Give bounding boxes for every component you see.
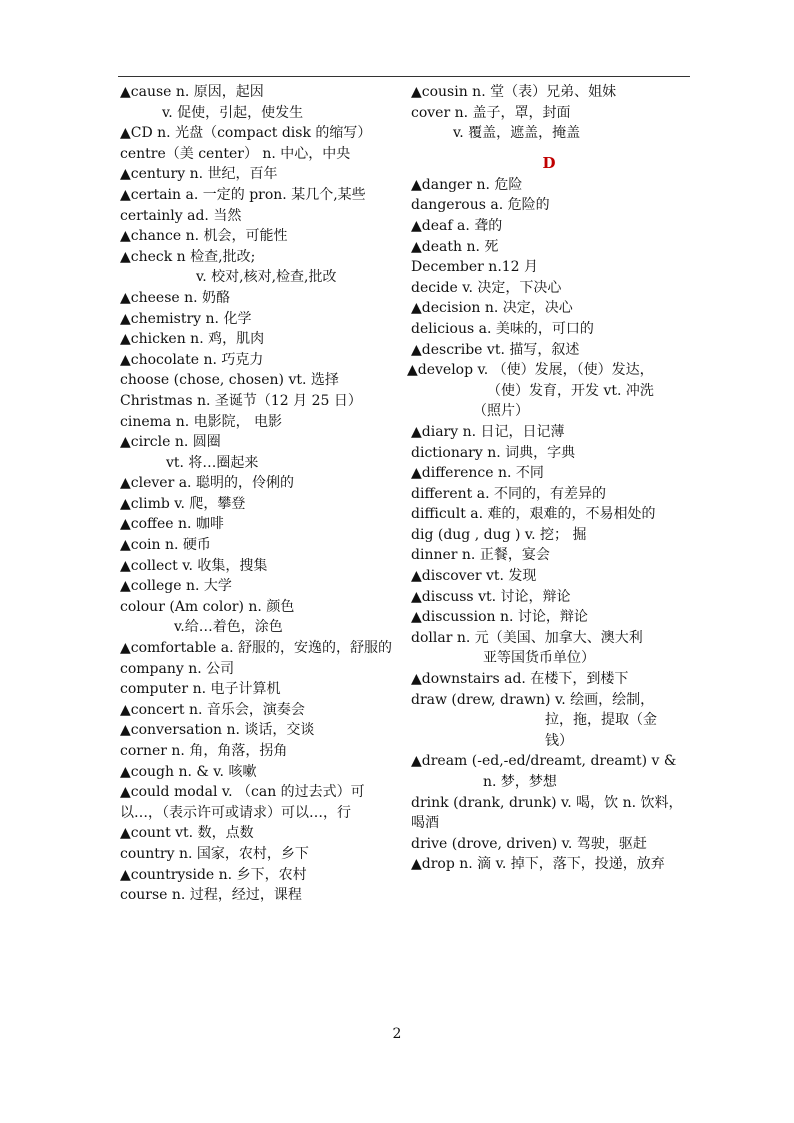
- entry-coin: ▲coin n. 硬币: [120, 537, 211, 554]
- entry-chemistry: ▲chemistry n. 化学: [120, 310, 252, 327]
- entry-danger: ▲danger n. 危险: [411, 176, 523, 193]
- entry-comfortable: ▲comfortable a. 舒服的，安逸的，舒服的: [120, 640, 393, 657]
- entry-count: ▲count vt. 数，点数: [120, 825, 254, 842]
- page-number: 2: [392, 1026, 402, 1042]
- entry-drink: drink (drank, drunk) v. 喝，饮 n. 饮料，喝酒: [411, 794, 683, 832]
- entry-circle: ▲circle n. 圆圈: [120, 434, 221, 451]
- entry-cinema: cinema n. 电影院， 电影: [120, 413, 283, 430]
- entry-dream-cont: n. 梦，梦想: [483, 774, 557, 790]
- entry-dinner: dinner n. 正餐，宴会: [411, 547, 550, 564]
- entry-death: ▲death n. 死: [411, 238, 499, 255]
- entry-could: ▲could modal v. （can 的过去式）可以…，（表示许可或请求）可以…，行: [120, 784, 365, 821]
- entry-coffee: ▲coffee n. 咖啡: [120, 516, 224, 533]
- entry-dream: ▲dream (-ed,-ed/dreamt, dreamt) v &: [411, 753, 677, 770]
- entry-draw-cont2: 钱）: [545, 732, 573, 749]
- entry-dangerous: dangerous a. 危险的: [411, 197, 550, 214]
- entry-circle-verb: vt. 将…圈起来: [166, 454, 259, 471]
- entry-drop: ▲drop n. 滴 v. 掉下，落下，投递，放弃: [411, 856, 665, 873]
- entry-colour: colour (Am color) n. 颜色: [120, 598, 295, 615]
- entry-chicken: ▲chicken n. 鸡，肌肉: [120, 331, 265, 348]
- entry-develop: ▲develop v. （使）发展，（使）发达，: [407, 362, 654, 379]
- section-letter-d: D: [542, 153, 556, 172]
- entry-conversation: ▲conversation n. 谈话，交谈: [120, 722, 315, 739]
- right-column: [407, 82, 687, 875]
- entry-check-verb: v. 校对,核对,检查,批改: [196, 269, 337, 286]
- entry-develop-cont: （使）发育，开发 vt. 冲洗: [487, 382, 654, 399]
- entry-difference: ▲difference n. 不同: [411, 465, 544, 482]
- entry-describe: ▲describe vt. 描写，叙述: [411, 341, 580, 358]
- entry-centre: centre（美 center） n. 中心，中央: [120, 145, 351, 162]
- entry-cause: ▲cause n. 原因，起因: [120, 84, 264, 100]
- entry-clever: ▲clever a. 聪明的，伶俐的: [120, 475, 294, 492]
- entry-decision: ▲decision n. 决定，决心: [411, 300, 573, 317]
- entry-discuss: ▲discuss vt. 讨论，辩论: [411, 588, 571, 605]
- entry-delicious: delicious a. 美味的，可口的: [411, 320, 594, 337]
- entry-christmas: Christmas n. 圣诞节（12 月 25 日）: [120, 392, 362, 409]
- entry-cheese: ▲cheese n. 奶酪: [120, 289, 231, 306]
- entry-check: ▲check n 检查,批改;: [120, 248, 256, 265]
- entry-cough: ▲cough n. & v. 咳嗽: [120, 763, 257, 780]
- entry-draw-cont: 拉，拖，提取（金: [545, 712, 657, 729]
- entry-climb: ▲climb v. 爬，攀登: [120, 495, 246, 512]
- entry-collect: ▲collect v. 收集，搜集: [120, 557, 268, 574]
- entry-century: ▲century n. 世纪，百年: [120, 166, 278, 183]
- entry-country: country n. 国家，农村，乡下: [120, 845, 309, 862]
- entry-develop-cont2: （照片）: [473, 403, 529, 420]
- entry-december: December n.12 月: [411, 259, 539, 276]
- entry-diary: ▲diary n. 日记，日记薄: [411, 423, 565, 440]
- entry-cover: cover n. 盖子，罩，封面: [411, 104, 571, 121]
- entry-cover-verb: v. 覆盖，遮盖，掩盖: [453, 125, 581, 142]
- entry-chance: ▲chance n. 机会，可能性: [120, 228, 288, 245]
- entry-cd: ▲CD n. 光盘（compact disk 的缩写）: [120, 125, 372, 142]
- entry-colour-verb: v.给…着色，涂色: [174, 619, 283, 636]
- entry-choose: choose (chose, chosen) vt. 选择: [120, 372, 339, 389]
- entry-dictionary: dictionary n. 词典，字典: [411, 444, 576, 461]
- entry-drive: drive (drove, driven) v. 驾驶，驱赶: [411, 835, 647, 852]
- entry-cousin: ▲cousin n. 堂（表）兄弟、姐妹: [411, 84, 617, 100]
- entry-computer: computer n. 电子计算机: [120, 681, 281, 698]
- entry-chocolate: ▲chocolate n. 巧克力: [120, 351, 264, 368]
- entry-college: ▲college n. 大学: [120, 578, 232, 595]
- entry-dollar-cont: 亚等国货币单位）: [483, 650, 595, 667]
- entry-decide: decide v. 决定，下决心: [411, 279, 562, 296]
- entry-countryside: ▲countryside n. 乡下，农村: [120, 866, 307, 883]
- entry-corner: corner n. 角，角落，拐角: [120, 743, 288, 759]
- entry-difficult: difficult a. 难的，艰难的，不易相处的: [411, 506, 656, 523]
- entry-draw: draw (drew, drawn) v. 绘画，绘制，: [411, 691, 655, 708]
- entry-company: company n. 公司: [120, 660, 235, 677]
- entry-deaf: ▲deaf a. 聋的: [411, 217, 503, 234]
- entry-different: different a. 不同的，有差异的: [411, 485, 606, 502]
- entry-certain: ▲certain a. 一定的 pron. 某几个,某些: [120, 186, 366, 203]
- header-rule: [118, 76, 690, 77]
- entry-downstairs: ▲downstairs ad. 在楼下，到楼下: [411, 671, 629, 688]
- entry-discover: ▲discover vt. 发现: [411, 568, 537, 585]
- left-column: [120, 82, 392, 906]
- entry-dollar: dollar n. 元（美国、加拿大、澳大利: [411, 629, 643, 646]
- entry-certainly: certainly ad. 当然: [120, 207, 242, 224]
- entry-cause-verb: v. 促使，引起，使发生: [162, 104, 304, 121]
- entry-discussion: ▲discussion n. 讨论，辩论: [411, 609, 588, 626]
- entry-course: course n. 过程，经过，课程: [120, 887, 302, 904]
- entry-dig: dig (dug , dug ) v. 挖； 掘: [411, 526, 587, 543]
- entry-concert: ▲concert n. 音乐会，演奏会: [120, 701, 305, 718]
